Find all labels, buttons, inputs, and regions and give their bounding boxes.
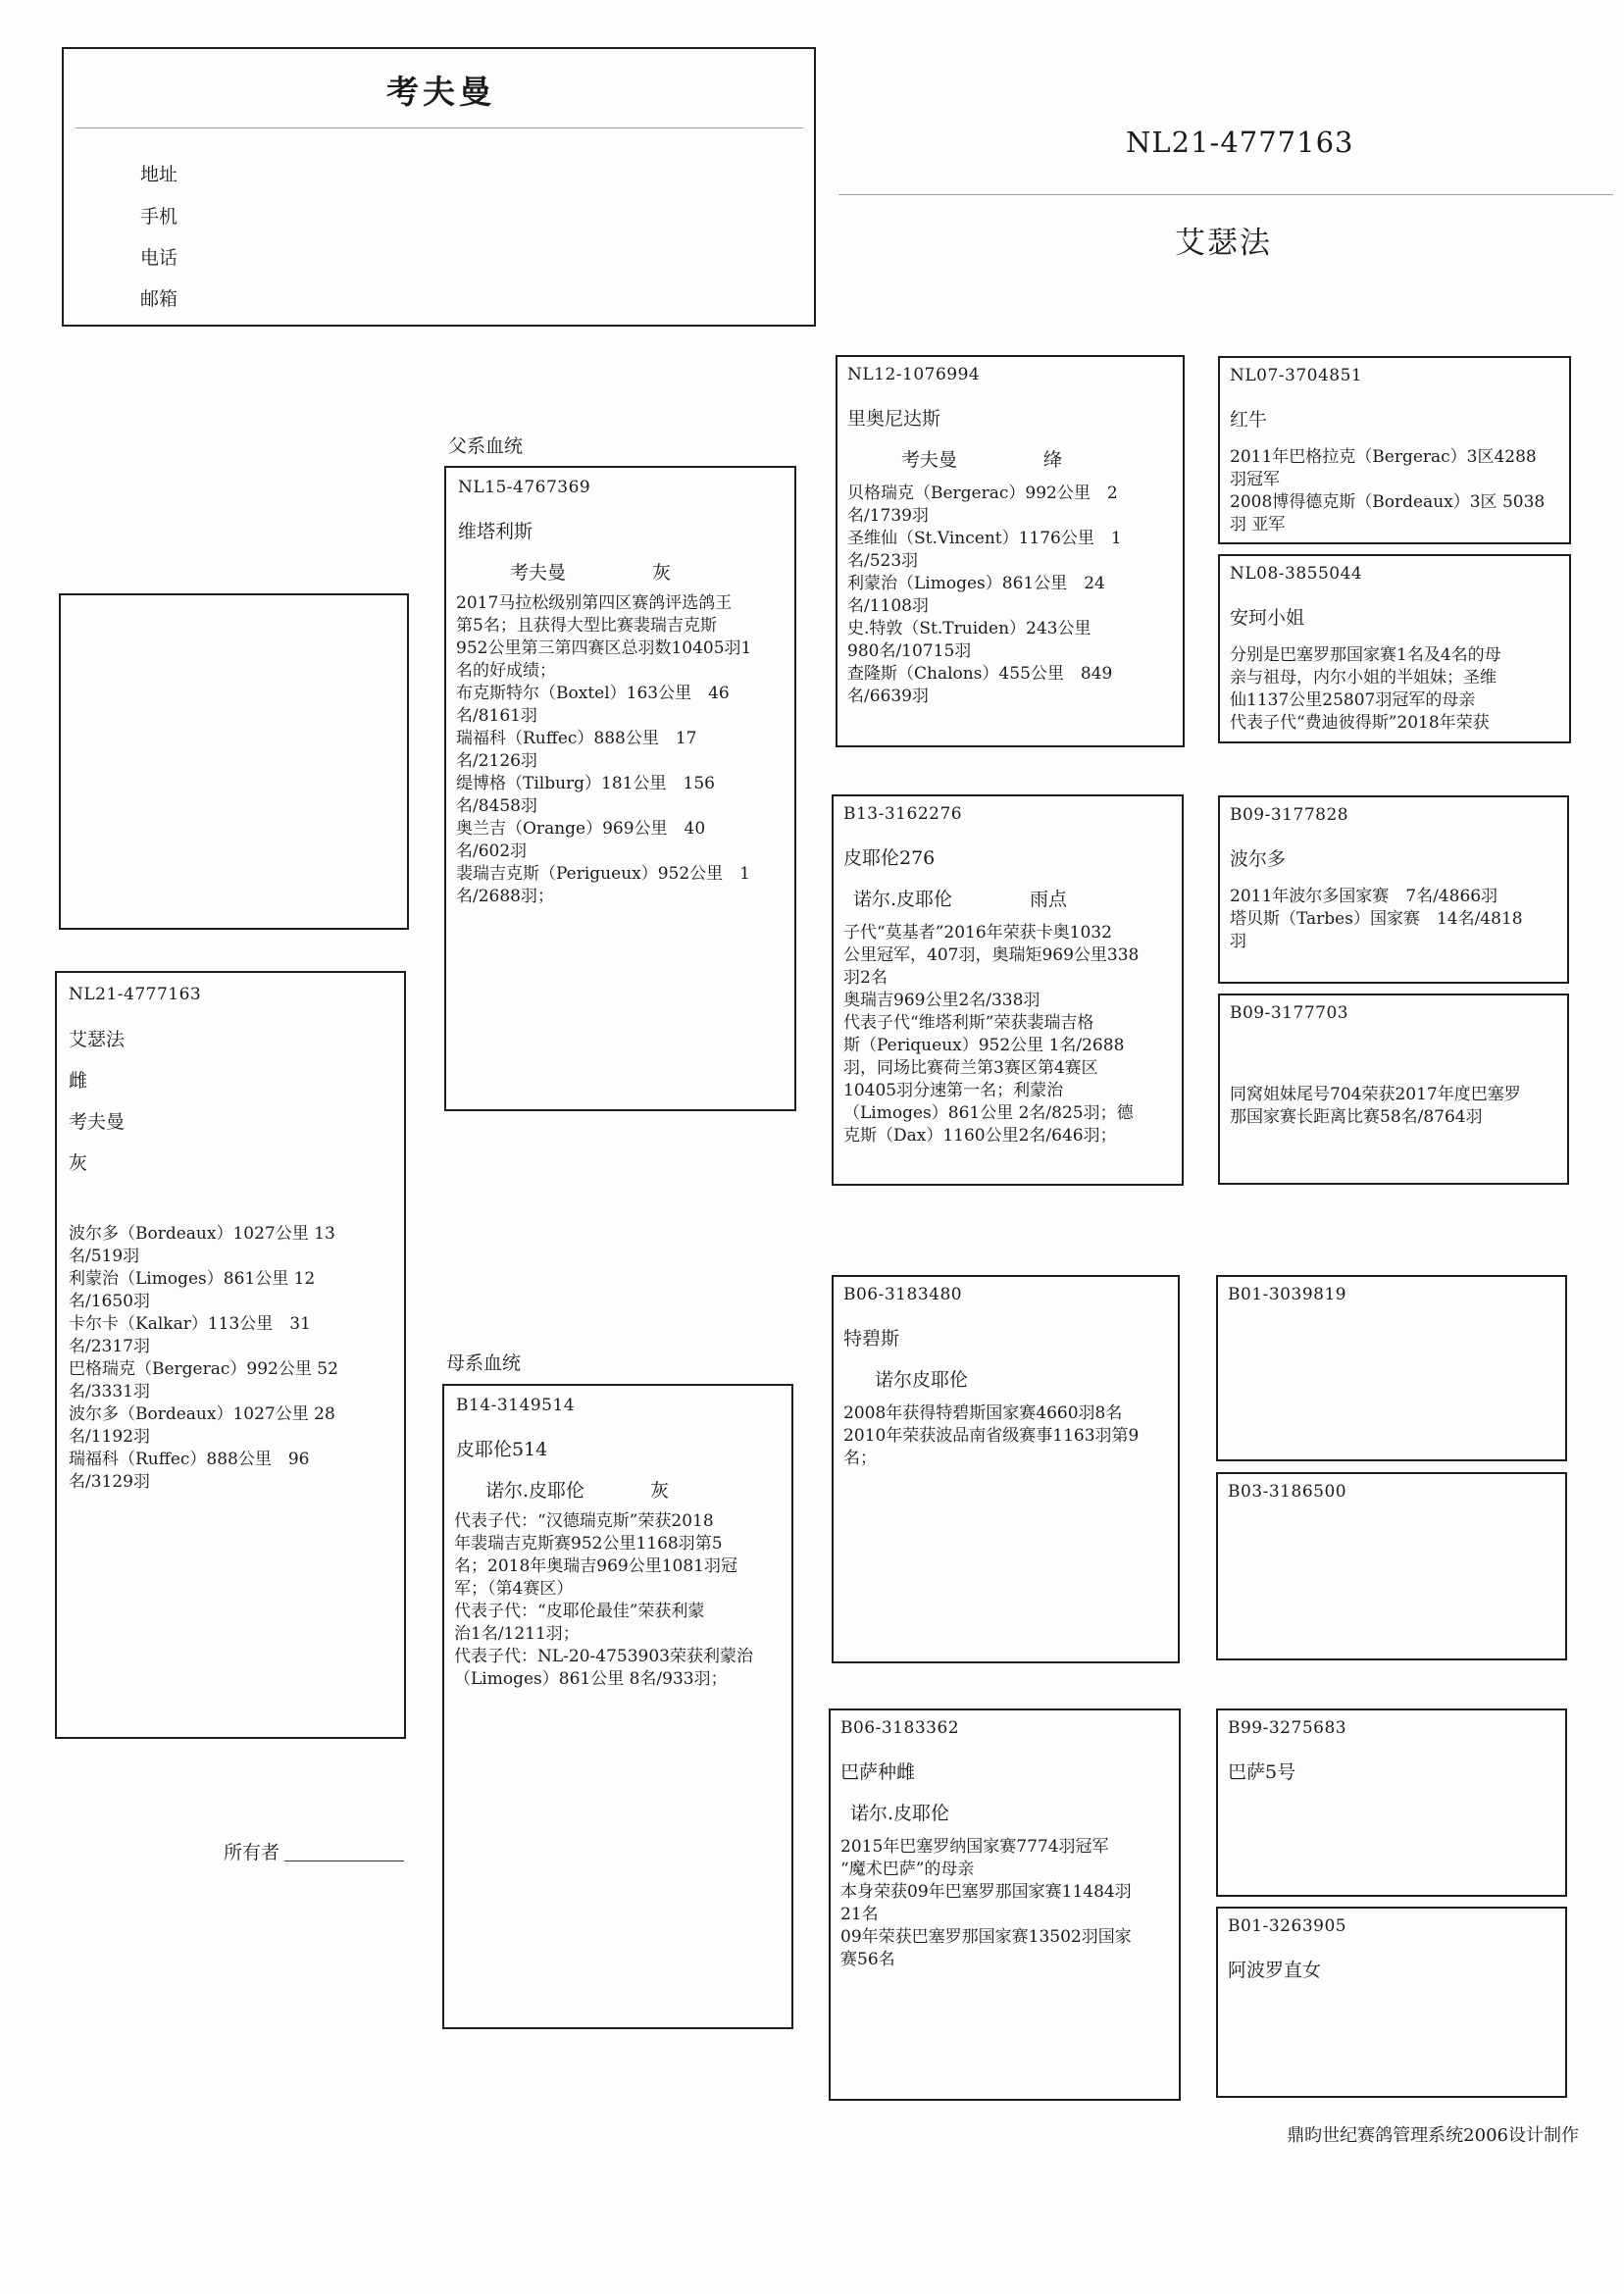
gp2-breeder: 诺尔.皮耶伦 bbox=[853, 889, 953, 910]
mobile-label: 手机 bbox=[140, 206, 178, 228]
great-grandparent-5-box bbox=[1216, 1275, 1567, 1461]
gp4-breeder: 诺尔.皮耶伦 bbox=[850, 1803, 950, 1824]
dam-breeder: 诺尔.皮耶伦 bbox=[485, 1480, 585, 1502]
ggp3-name: 波尔多 bbox=[1230, 848, 1287, 870]
ggp5-ring: B01-3039819 bbox=[1228, 1285, 1347, 1304]
header-ring-number: NL21-4777163 bbox=[1126, 126, 1354, 159]
subject-color: 灰 bbox=[69, 1152, 88, 1174]
grandparent-2-box bbox=[832, 794, 1184, 1186]
gp1-color: 绛 bbox=[1043, 449, 1063, 471]
owner-label: 所有者 bbox=[224, 1842, 280, 1863]
photo-box bbox=[59, 593, 409, 930]
header-right-divider bbox=[838, 194, 1613, 195]
sire-box bbox=[444, 466, 796, 1111]
gp1-breeder: 考夫曼 bbox=[901, 449, 958, 471]
ggp3-ring: B09-3177828 bbox=[1230, 805, 1349, 825]
great-grandparent-4-box bbox=[1218, 994, 1569, 1185]
gp1-info: 贝格瑞克（Bergerac）992公里 2 名/1739羽 圣维仙（St.Vincent）1176公里 1 名/523羽 利蒙治（Limoges）861公里 24 名/1108羽 史.特敦（St.Truiden）243公里 980名/10715羽 查隆斯（Chalons）455公里 849 名/6639羽 bbox=[847, 484, 1122, 706]
dam-line-heading: 母系血统 bbox=[446, 1352, 522, 1374]
sire-color: 灰 bbox=[652, 562, 672, 584]
sire-ring: NL15-4767369 bbox=[458, 478, 591, 497]
subject-breeder: 考夫曼 bbox=[69, 1111, 126, 1133]
grandparent-4-box bbox=[829, 1708, 1181, 2101]
great-grandparent-1-box bbox=[1218, 356, 1571, 544]
great-grandparent-2-box bbox=[1218, 554, 1571, 743]
ggp2-name: 安珂小姐 bbox=[1230, 607, 1305, 629]
sire-name: 维塔利斯 bbox=[458, 521, 533, 542]
ggp1-info: 2011年巴格拉克（Bergerac）3区4288 羽冠军 2008博得德克斯（Bordeaux）3区 5038 羽 亚军 bbox=[1230, 447, 1546, 535]
subject-results: 波尔多（Bordeaux）1027公里 13 名/519羽 利蒙治（Limoges）861公里 12 名/1650羽 卡尔卡（Kalkar）113公里 31 名/2317羽 巴格瑞克（Bergerac）992公里 52 名/3331羽 波尔多（Bordeaux）1027公里 28 名/1192羽 瑞福科（Ruffec）888公里 96 名/3129羽 bbox=[69, 1224, 338, 1492]
dam-box bbox=[442, 1384, 793, 2029]
address-label: 地址 bbox=[140, 164, 178, 185]
owner-header-box bbox=[62, 47, 816, 327]
subject-box bbox=[55, 971, 406, 1739]
ggp2-ring: NL08-3855044 bbox=[1230, 564, 1363, 584]
sire-breeder: 考夫曼 bbox=[510, 562, 567, 584]
owner-name: 考夫曼 bbox=[386, 73, 495, 111]
ggp2-info: 分别是巴塞罗那国家赛1名及4名的母 亲与祖母，内尔小姐的半姐妹；圣维 仙1137公里25807羽冠军的母亲 代表子代“费迪彼得斯”2018年荣获 bbox=[1230, 645, 1501, 733]
software-credit: 鼎昀世纪赛鸽管理系统2006设计制作 bbox=[1287, 2125, 1579, 2146]
gp1-ring: NL12-1076994 bbox=[847, 365, 981, 384]
phone-label: 电话 bbox=[140, 247, 178, 269]
ggp8-ring: B01-3263905 bbox=[1228, 1916, 1347, 1936]
great-grandparent-7-box bbox=[1216, 1708, 1567, 1897]
subject-name: 艾瑟法 bbox=[69, 1029, 126, 1050]
gp4-info: 2015年巴塞罗纳国家赛7774羽冠军 “魔术巴萨”的母亲 本身荣获09年巴塞罗那国家赛11484羽 21名 09年荣获巴塞罗那国家赛13502羽国家 赛56名 bbox=[840, 1837, 1132, 1969]
ggp4-ring: B09-3177703 bbox=[1230, 1003, 1349, 1023]
gp2-ring: B13-3162276 bbox=[843, 804, 963, 824]
great-grandparent-3-box bbox=[1218, 795, 1569, 984]
ggp1-name: 红牛 bbox=[1230, 409, 1268, 431]
ggp7-ring: B99-3275683 bbox=[1228, 1718, 1347, 1738]
dam-info: 代表子代：“汉德瑞克斯”荣获2018 年裴瑞吉克斯赛952公里1168羽第5 名；2018年奥瑞吉969公里1081羽冠 军；（第4赛区） 代表子代：“皮耶伦最佳”荣获利蒙 治1名/1211羽； 代表子代：NL-20-4753903荣获利蒙治 （Limoges）861公里 8名/933羽； bbox=[454, 1511, 753, 1689]
ggp3-info: 2011年波尔多国家赛 7名/4866羽 塔贝斯（Tarbes）国家赛 14名/4818 羽 bbox=[1230, 887, 1523, 951]
sire-info: 2017马拉松级别第四区赛鸽评选鸽王 第5名；且获得大型比赛裴瑞吉克斯 952公里第三第四赛区总羽数10405羽1 名的好成绩； 布克斯特尔（Boxtel）163公里 46 名/8161羽 瑞福科（Ruffec）888公里 17 名/2126羽 缇博格（Tilburg）181公里 156 名/8458羽 奥兰吉（Orange）969公里 40 名/602羽 裴瑞吉克斯（Perigueux）952公里 1 名/2688羽； bbox=[456, 593, 752, 906]
header-bird-name: 艾瑟法 bbox=[1175, 226, 1272, 261]
gp2-color: 雨点 bbox=[1030, 889, 1068, 910]
grandparent-3-box bbox=[832, 1275, 1180, 1663]
subject-sex: 雌 bbox=[69, 1070, 88, 1092]
gp2-info: 子代“莫基者”2016年荣获卡奥1032 公里冠军，407羽，奥瑞矩969公里338 羽2名 奥瑞吉969公里2名/338羽 代表子代“维塔利斯”荣获裴瑞吉格 斯（Periqueux）952公里 1名/2688 羽，同场比赛荷兰第3赛区第4赛区 10405羽分速第一名；利蒙治 （Limoges）861公里 2名/825羽；德 克斯（Dax）1160公里2名/646羽； bbox=[843, 923, 1140, 1146]
header-divider bbox=[76, 127, 803, 128]
gp3-breeder: 诺尔皮耶伦 bbox=[875, 1369, 969, 1391]
great-grandparent-6-box bbox=[1216, 1472, 1567, 1660]
great-grandparent-8-box bbox=[1216, 1907, 1567, 2098]
sire-line-heading: 父系血统 bbox=[448, 435, 524, 457]
gp3-ring: B06-3183480 bbox=[843, 1285, 963, 1304]
ggp1-ring: NL07-3704851 bbox=[1230, 366, 1363, 385]
email-label: 邮箱 bbox=[140, 288, 178, 310]
ggp8-name: 阿波罗直女 bbox=[1228, 1960, 1322, 1981]
gp3-info: 2008年获得特碧斯国家赛4660羽8名 2010年荣获波品南省级赛事1163羽第9 名； bbox=[843, 1403, 1140, 1468]
dam-color: 灰 bbox=[650, 1480, 670, 1502]
ggp6-ring: B03-3186500 bbox=[1228, 1482, 1347, 1502]
gp4-ring: B06-3183362 bbox=[840, 1718, 960, 1738]
dam-name: 皮耶伦514 bbox=[456, 1439, 548, 1460]
gp1-name: 里奥尼达斯 bbox=[847, 408, 941, 430]
dam-ring: B14-3149514 bbox=[456, 1396, 576, 1415]
subject-ring: NL21-4777163 bbox=[69, 985, 202, 1004]
gp4-name: 巴萨种雌 bbox=[840, 1761, 916, 1783]
ggp7-name: 巴萨5号 bbox=[1228, 1761, 1296, 1783]
ggp4-info: 同窝姐妹尾号704荣获2017年度巴塞罗 那国家赛长距离比赛58名/8764羽 bbox=[1230, 1085, 1521, 1127]
grandparent-1-box bbox=[836, 355, 1185, 747]
gp2-name: 皮耶伦276 bbox=[843, 847, 936, 869]
gp3-name: 特碧斯 bbox=[843, 1328, 900, 1350]
